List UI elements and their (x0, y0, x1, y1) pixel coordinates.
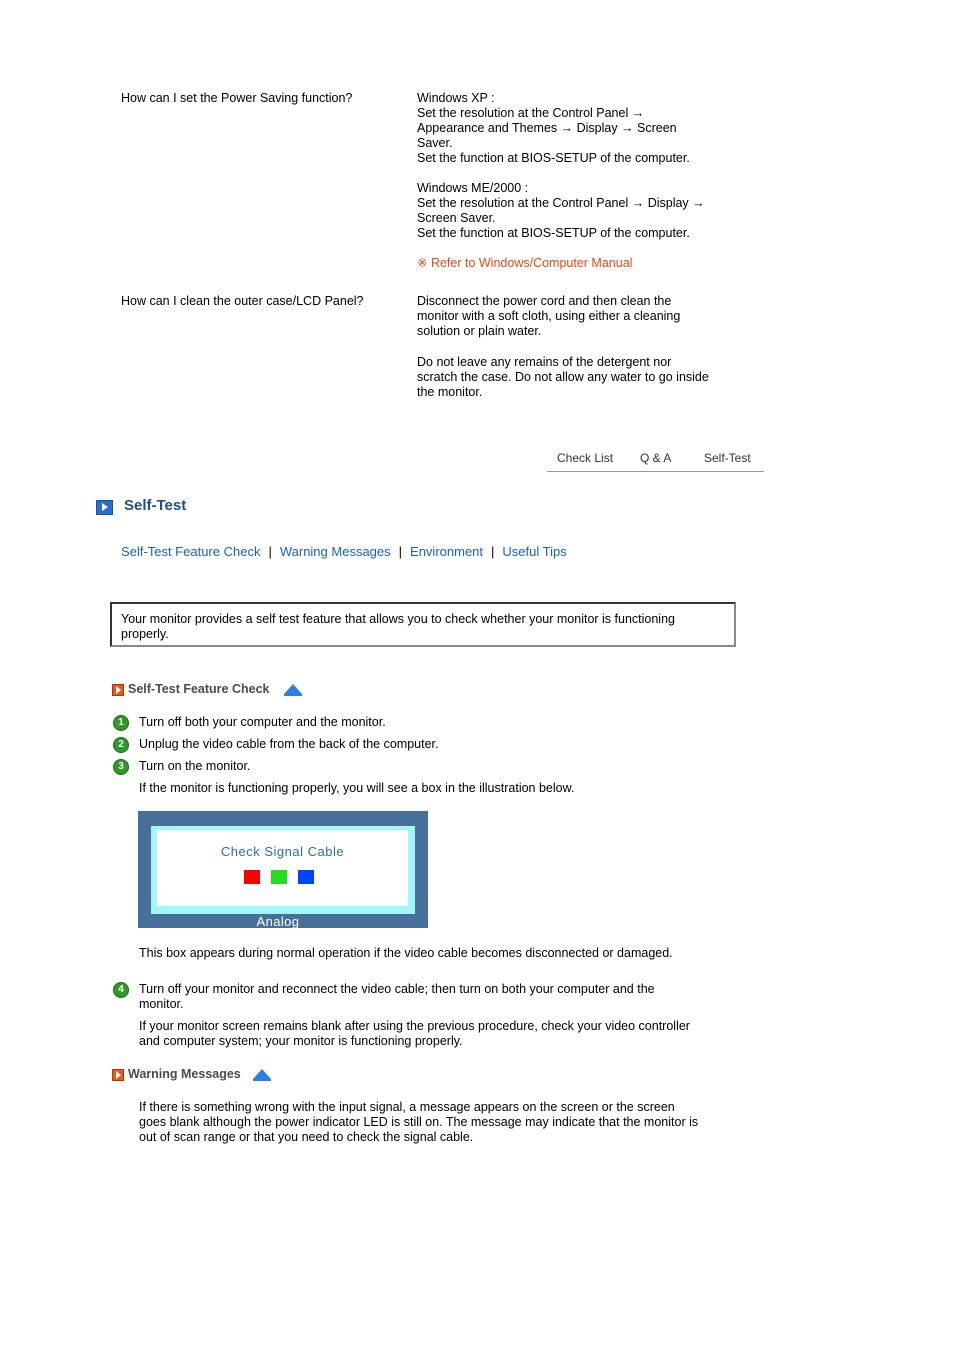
back-to-top-icon[interactable] (253, 1069, 271, 1079)
link-self-test-feature-check[interactable]: Self-Test Feature Check (121, 544, 261, 559)
faq-answer-clean (417, 294, 737, 400)
answer-line: Windows XP : (417, 91, 495, 105)
intro-line: Your monitor provides a self test feature that allows you to check whether your monitor is functioning (121, 612, 675, 626)
answer-line: Do not leave any remains of the detergent nor (417, 355, 672, 369)
subsection-heading-warning-messages (112, 1067, 282, 1083)
osd-message: Check Signal Cable (220, 844, 345, 859)
color-square-green (271, 870, 287, 884)
manual-note: ※ Refer to Windows/Computer Manual (417, 256, 633, 270)
answer-line: scratch the case. Do not allow any water to go inside (417, 370, 709, 384)
answer-line: Set the function at BIOS-SETUP of the computer. (417, 226, 690, 240)
link-useful-tips[interactable]: Useful Tips (502, 544, 567, 559)
answer-line: Set the resolution at the Control Panel → Display → (417, 196, 705, 210)
osd-illustration (138, 811, 428, 928)
osd-frame (151, 826, 415, 914)
answer-line: the monitor. (417, 385, 483, 399)
osd-message-box (157, 830, 408, 906)
answer-line: Set the resolution at the Control Panel → (417, 106, 645, 120)
osd-mode-label: Analog (256, 914, 300, 929)
tab-q-and-a[interactable]: Q & A (640, 451, 672, 465)
intro-line: properly. (121, 627, 169, 641)
step-4-line: monitor. (139, 997, 184, 1011)
step-number-1: 1 (113, 715, 129, 731)
faq-question-power-saving: How can I set the Power Saving function? (121, 91, 353, 105)
body-line: goes blank although the power indicator LED is still on. The message may indicate that the monitor is (139, 1115, 699, 1129)
answer-line: Disconnect the power cord and then clean the (417, 294, 672, 308)
step-number-4: 4 (113, 982, 129, 998)
color-square-blue (298, 870, 314, 884)
step-number-2: 2 (113, 737, 129, 753)
page-title: Self-Test (124, 497, 187, 514)
link-warning-messages[interactable]: Warning Messages (279, 544, 391, 559)
answer-line: Windows ME/2000 : (417, 181, 529, 195)
subsection-heading-feature-check (112, 682, 312, 698)
step-number-3: 3 (113, 759, 129, 775)
tab-check-list[interactable]: Check List (557, 451, 614, 465)
back-to-top-icon[interactable] (284, 684, 302, 694)
step-2-text: Unplug the video cable from the back of the computer. (139, 737, 439, 751)
subsection-title: Warning Messages (128, 1067, 241, 1081)
step-4-line: Turn off your monitor and reconnect the video cable; then turn on both your computer and the (139, 982, 655, 996)
color-square-red (244, 870, 260, 884)
intro-box (110, 602, 736, 647)
body-line: If there is something wrong with the input signal, a message appears on the screen or the screen (139, 1100, 675, 1114)
bullet-arrow-icon (112, 1069, 124, 1081)
bullet-arrow-icon (112, 684, 124, 696)
step-1-text: Turn off both your computer and the monitor. (139, 715, 386, 729)
step-4-text (139, 982, 739, 1012)
answer-line: monitor with a soft cloth, using either a cleaning (417, 309, 681, 323)
step-3-detail: If the monitor is functioning properly, you will see a box in the illustration below. (139, 781, 575, 795)
body-line: out of scan range or that you need to check the signal cable. (139, 1130, 474, 1144)
answer-line: Set the function at BIOS-SETUP of the computer. (417, 151, 690, 165)
section-nav (547, 449, 764, 472)
step-4-detail (139, 1019, 739, 1049)
answer-line: Saver. (417, 136, 453, 150)
step-3-text: Turn on the monitor. (139, 759, 251, 773)
step-4-detail-line: If your monitor screen remains blank after using the previous procedure, check your video controller (139, 1019, 690, 1033)
warning-messages-body (139, 1100, 739, 1145)
faq-question-clean: How can I clean the outer case/LCD Panel? (121, 294, 364, 308)
tab-self-test[interactable]: Self-Test (704, 451, 751, 465)
answer-line: solution or plain water. (417, 324, 542, 338)
faq-answer-power-saving (417, 91, 737, 271)
answer-line: Screen Saver. (417, 211, 496, 225)
link-environment[interactable]: Environment (410, 544, 484, 559)
play-arrow-icon (96, 500, 113, 515)
step-4-detail-line: and computer system; your monitor is functioning properly. (139, 1034, 463, 1048)
answer-line: Appearance and Themes → Display → Screen (417, 121, 677, 135)
subsection-title: Self-Test Feature Check (128, 682, 270, 696)
osd-caption: This box appears during normal operation if the video cable becomes disconnected or damaged. (139, 946, 673, 960)
topic-links: Self-Test Feature Check | Warning Messages | Environment | Useful Tips (121, 544, 567, 559)
